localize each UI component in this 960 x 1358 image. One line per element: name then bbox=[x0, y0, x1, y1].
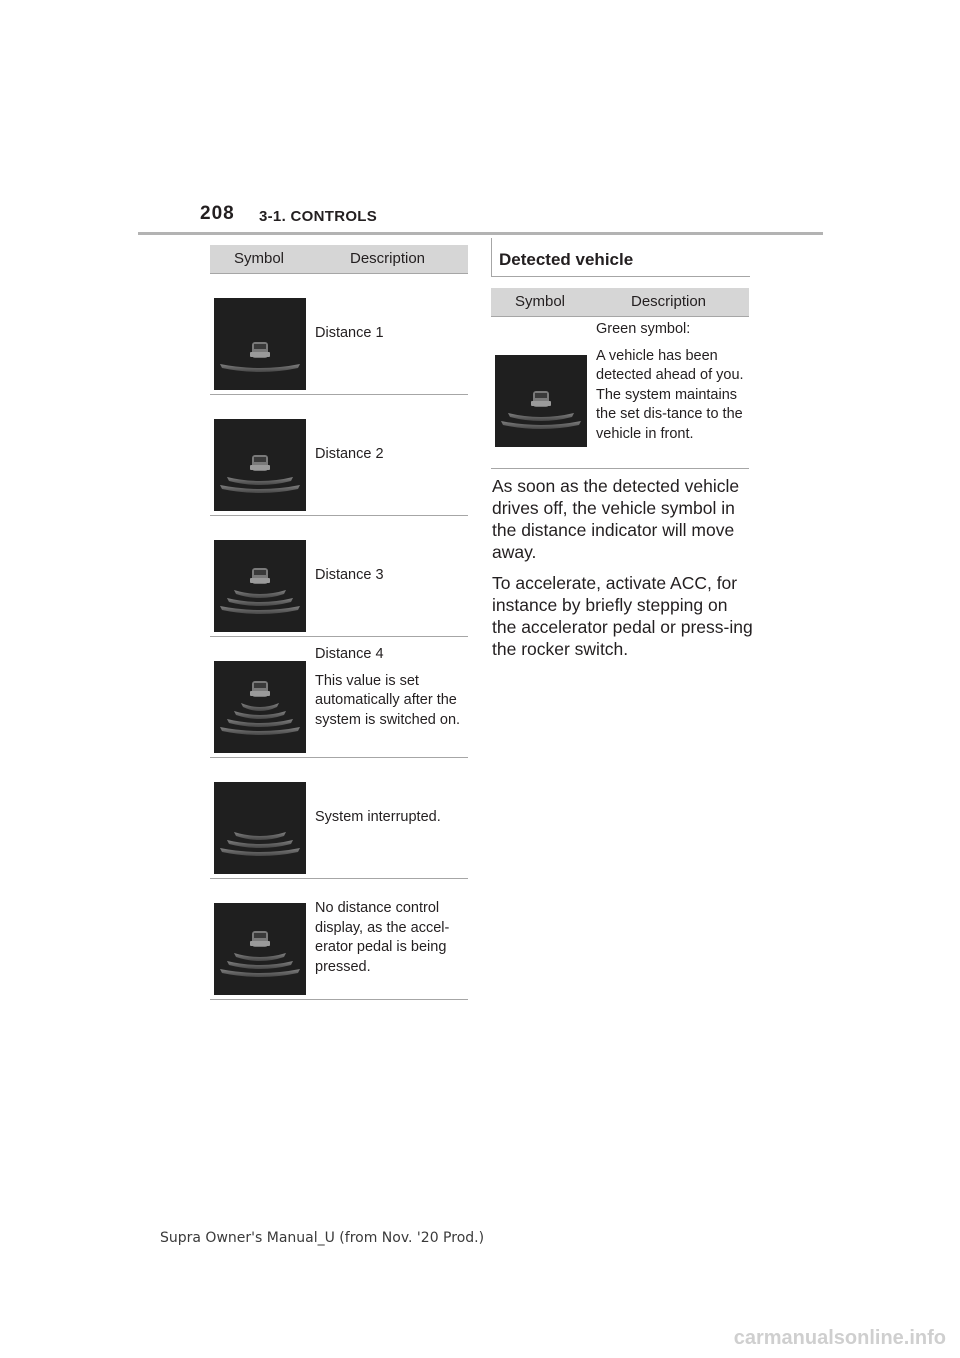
row-description: Distance 3 bbox=[315, 567, 384, 583]
row-description: Distance 1 bbox=[315, 325, 384, 341]
table-row bbox=[210, 758, 468, 879]
row-description: Distance 2 bbox=[315, 446, 384, 462]
col-description-header: Description bbox=[631, 293, 707, 310]
row-description: System interrupted. bbox=[315, 809, 441, 825]
col-description-header: Description bbox=[350, 250, 426, 267]
distance-3-icon bbox=[214, 540, 306, 632]
table-row bbox=[210, 274, 468, 395]
system-interrupted-icon bbox=[214, 782, 306, 874]
col-symbol-header: Symbol bbox=[515, 293, 566, 310]
row-description: Distance 4 This value is set automatically after the system is switched on. bbox=[315, 646, 461, 728]
no-distance-control-icon bbox=[214, 903, 306, 995]
body-text bbox=[492, 475, 754, 669]
distance-1-icon bbox=[214, 298, 306, 390]
detected-vehicle-table bbox=[491, 288, 749, 469]
table-header bbox=[210, 245, 468, 274]
page-number: 208 bbox=[200, 203, 235, 224]
row-description: Green symbol: A vehicle has been detected ahead of you. The system maintains the set dis-tance to the vehicle in front. bbox=[596, 321, 744, 442]
distance-2-icon bbox=[214, 419, 306, 511]
section-title: 3-1. CONTROLS bbox=[259, 208, 378, 225]
distance-4-icon bbox=[214, 661, 306, 753]
table-row bbox=[210, 879, 468, 1000]
watermark: carmanualsonline.info bbox=[733, 1327, 946, 1349]
col-symbol-header: Symbol bbox=[234, 250, 285, 267]
paragraph-1: As soon as the detected vehicle drives off, the vehicle symbol in the distance indicator will move away. bbox=[492, 476, 740, 562]
footer: Supra Owner's Manual_U (from Nov. '20 Prod.) bbox=[160, 1230, 485, 1246]
table-row bbox=[491, 317, 749, 469]
table-row bbox=[210, 395, 468, 516]
row-description: No distance control display, as the accel-erator pedal is being pressed. bbox=[315, 900, 450, 975]
paragraph-2: To accelerate, activate ACC, for instance by briefly stepping on the accelerator pedal or press-ing the rocker switch. bbox=[492, 573, 753, 659]
detected-vehicle-icon bbox=[495, 355, 587, 447]
table-row bbox=[210, 516, 468, 637]
distance-table bbox=[210, 245, 468, 1000]
table-header bbox=[491, 288, 749, 317]
detected-vehicle-heading: Detected vehicle bbox=[491, 238, 750, 277]
header-rule bbox=[138, 232, 823, 235]
table-row bbox=[210, 637, 468, 758]
